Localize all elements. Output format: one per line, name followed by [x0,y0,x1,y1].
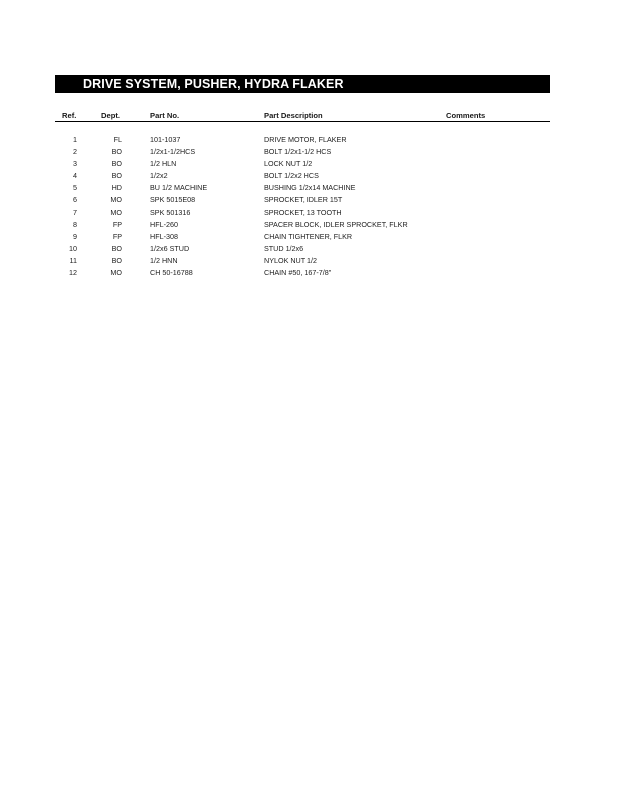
table-row [55,182,550,194]
part-no-cell: 1/2 HNN [150,255,178,265]
header-divider [55,121,550,122]
dept-cell: BO [111,243,122,253]
description-cell: SPROCKET, IDLER 15T [264,195,343,205]
ref-cell: 7 [73,207,77,217]
description-cell: SPROCKET, 13 TOOTH [264,207,342,217]
column-header-part-no: Part No. [150,111,180,120]
ref-cell: 1 [73,135,77,144]
ref-cell: 2 [73,147,77,157]
part-no-cell: 1/2x2 [150,171,168,181]
dept-cell: BO [111,171,122,181]
dept-cell: BO [111,147,122,157]
description-cell: BOLT 1/2x2 HCS [264,171,319,181]
description-cell: CHAIN #50, 167-7/8" [264,268,332,278]
description-cell: BOLT 1/2x1-1/2 HCS [264,147,332,157]
table-row [55,170,550,182]
section-title: DRIVE SYSTEM, PUSHER, HYDRA FLAKER [55,75,550,93]
table-row [55,207,550,219]
part-no-cell: HFL-308 [150,231,178,241]
description-cell: LOCK NUT 1/2 [264,159,313,169]
part-no-cell: CH 50-16788 [150,268,193,278]
dept-cell: MO [110,207,122,217]
dept-cell: FP [112,231,122,241]
dept-cell: MO [110,268,122,278]
dept-cell: FP [112,219,122,229]
ref-cell: 6 [73,195,77,205]
table-row [55,146,550,158]
table-row [55,134,550,146]
table-row [55,231,550,243]
part-no-cell: HFL-260 [150,219,178,229]
description-cell: BUSHING 1/2x14 MACHINE [264,183,356,193]
ref-cell: 4 [73,171,77,181]
parts-table-body [55,134,550,279]
dept-cell: BO [111,159,122,169]
ref-cell: 9 [73,231,77,241]
part-no-cell: SPK 501316 [150,207,191,217]
table-row [55,194,550,206]
ref-cell: 10 [69,243,77,253]
dept-cell: FL [113,135,122,144]
part-no-cell: 1/2x1-1/2HCS [150,147,196,157]
ref-cell: 11 [69,255,77,265]
column-header-comments: Comments [446,111,486,120]
table-row [55,158,550,170]
part-no-cell: SPK 5015E08 [150,195,196,205]
table-row [55,267,550,279]
part-no-cell: BU 1/2 MACHINE [150,183,208,193]
description-cell: NYLOK NUT 1/2 [264,255,317,265]
column-header-ref: Ref. [62,111,77,120]
ref-cell: 12 [69,268,77,278]
dept-cell: HD [111,183,122,193]
part-no-cell: 1/2 HLN [150,159,177,169]
part-no-cell: 1/2x6 STUD [150,243,190,253]
description-cell: STUD 1/2x6 [264,243,304,253]
dept-cell: BO [111,255,122,265]
description-cell: SPACER BLOCK, IDLER SPROCKET, FLKR [264,219,408,229]
ref-cell: 3 [73,159,77,169]
dept-cell: MO [110,195,122,205]
part-no-cell: 101-1037 [150,135,181,144]
ref-cell: 8 [73,219,77,229]
table-row [55,219,550,231]
description-cell: CHAIN TIGHTENER, FLKR [264,231,353,241]
ref-cell: 5 [73,183,77,193]
table-row [55,243,550,255]
description-cell: DRIVE MOTOR, FLAKER [264,135,347,144]
column-header-description: Part Description [264,111,323,120]
table-row [55,255,550,267]
column-header-dept: Dept. [101,111,120,120]
